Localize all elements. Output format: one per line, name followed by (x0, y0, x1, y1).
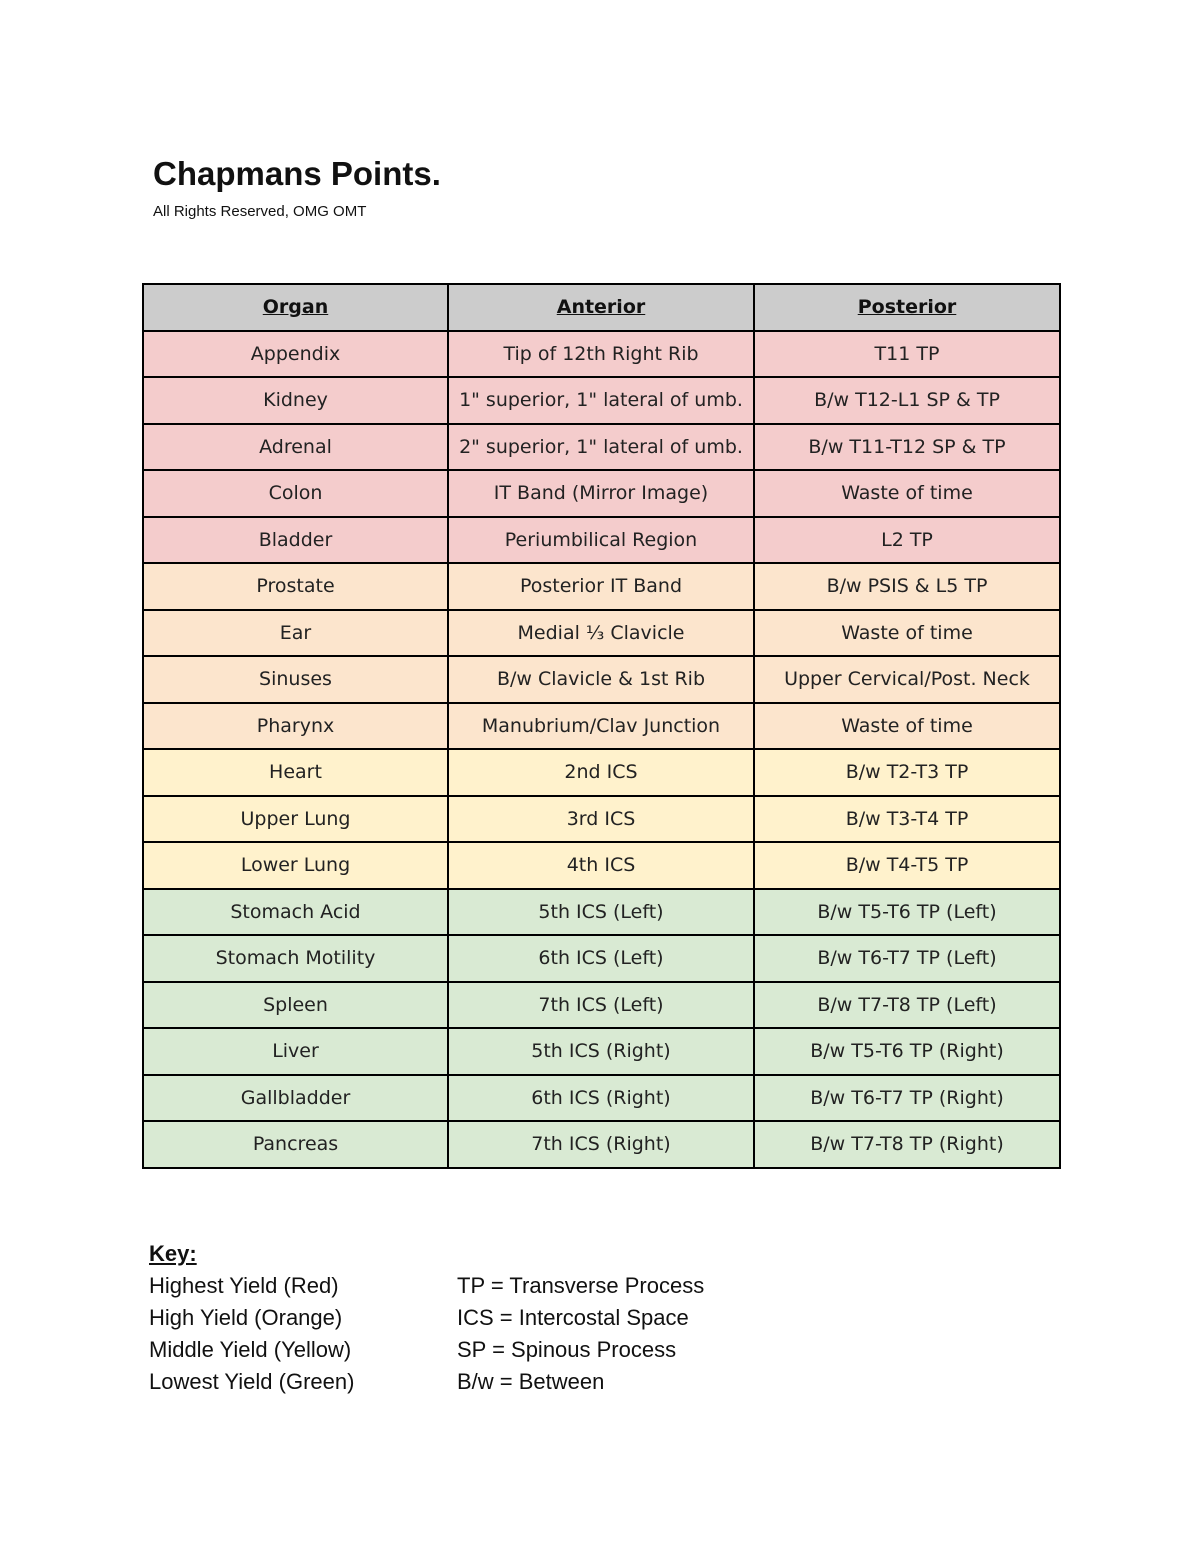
key-abbrev-sp: SP = Spinous Process (457, 1337, 677, 1362)
cell-posterior: B/w T11-T12 SP & TP (754, 424, 1060, 471)
table-row (143, 842, 1060, 889)
table-row (143, 610, 1060, 657)
cell-anterior: 4th ICS (448, 842, 754, 889)
cell-anterior: 5th ICS (Right) (448, 1028, 754, 1075)
cell-posterior: B/w T4-T5 TP (754, 842, 1060, 889)
cell-organ: Kidney (143, 377, 448, 424)
key-yield-orange: High Yield (Orange) (149, 1305, 343, 1330)
cell-anterior: 7th ICS (Right) (448, 1121, 754, 1168)
key-title: Key: (149, 1241, 197, 1266)
cell-posterior: L2 TP (754, 517, 1060, 564)
cell-organ: Gallbladder (143, 1075, 448, 1122)
cell-anterior: 6th ICS (Right) (448, 1075, 754, 1122)
cell-organ: Pancreas (143, 1121, 448, 1168)
cell-anterior: IT Band (Mirror Image) (448, 470, 754, 517)
table-row (143, 935, 1060, 982)
cell-posterior: B/w T6-T7 TP (Left) (754, 935, 1060, 982)
cell-organ: Heart (143, 749, 448, 796)
cell-posterior: B/w T3-T4 TP (754, 796, 1060, 843)
key-yield-red: Highest Yield (Red) (149, 1273, 339, 1298)
cell-organ: Prostate (143, 563, 448, 610)
cell-anterior: Posterior IT Band (448, 563, 754, 610)
cell-anterior: Periumbilical Region (448, 517, 754, 564)
table-row (143, 424, 1060, 471)
cell-posterior: B/w T12-L1 SP & TP (754, 377, 1060, 424)
table-row (143, 889, 1060, 936)
cell-organ: Appendix (143, 331, 448, 378)
key-abbreviation-list (457, 1270, 704, 1398)
table-row (143, 377, 1060, 424)
cell-organ: Ear (143, 610, 448, 657)
cell-anterior: Medial ⅓ Clavicle (448, 610, 754, 657)
cell-posterior: B/w T6-T7 TP (Right) (754, 1075, 1060, 1122)
table-header-row (143, 284, 1060, 331)
table-row (143, 1075, 1060, 1122)
table-row (143, 703, 1060, 750)
cell-anterior: Tip of 12th Right Rib (448, 331, 754, 378)
cell-posterior: B/w T2-T3 TP (754, 749, 1060, 796)
cell-organ: Lower Lung (143, 842, 448, 889)
document-title: Chapmans Points. (153, 155, 441, 192)
cell-anterior: 7th ICS (Left) (448, 982, 754, 1029)
cell-anterior: Manubrium/Clav Junction (448, 703, 754, 750)
key-yield-list (149, 1270, 354, 1398)
cell-posterior: B/w PSIS & L5 TP (754, 563, 1060, 610)
header-organ: Organ (143, 284, 448, 331)
header-anterior: Anterior (448, 284, 754, 331)
cell-posterior: Waste of time (754, 610, 1060, 657)
cell-anterior: 2nd ICS (448, 749, 754, 796)
cell-organ: Stomach Motility (143, 935, 448, 982)
table-row (143, 470, 1060, 517)
cell-anterior: 1" superior, 1" lateral of umb. (448, 377, 754, 424)
table-row (143, 982, 1060, 1029)
table-row (143, 796, 1060, 843)
cell-anterior: 5th ICS (Left) (448, 889, 754, 936)
cell-organ: Sinuses (143, 656, 448, 703)
cell-posterior: Waste of time (754, 703, 1060, 750)
table-row (143, 656, 1060, 703)
cell-posterior: Waste of time (754, 470, 1060, 517)
cell-posterior: B/w T7-T8 TP (Right) (754, 1121, 1060, 1168)
cell-posterior: B/w T5-T6 TP (Right) (754, 1028, 1060, 1075)
cell-anterior: B/w Clavicle & 1st Rib (448, 656, 754, 703)
cell-organ: Stomach Acid (143, 889, 448, 936)
table-body (143, 331, 1060, 1168)
key-yield-yellow: Middle Yield (Yellow) (149, 1337, 352, 1362)
key-yield-green: Lowest Yield (Green) (149, 1369, 355, 1394)
header-posterior: Posterior (754, 284, 1060, 331)
cell-posterior: T11 TP (754, 331, 1060, 378)
table-row (143, 331, 1060, 378)
cell-anterior: 2" superior, 1" lateral of umb. (448, 424, 754, 471)
key-abbrev-bw: B/w = Between (457, 1369, 605, 1394)
cell-posterior: B/w T5-T6 TP (Left) (754, 889, 1060, 936)
table-row (143, 1028, 1060, 1075)
cell-posterior: Upper Cervical/Post. Neck (754, 656, 1060, 703)
key-abbrev-ics: ICS = Intercostal Space (457, 1305, 689, 1330)
cell-anterior: 3rd ICS (448, 796, 754, 843)
cell-organ: Colon (143, 470, 448, 517)
cell-organ: Liver (143, 1028, 448, 1075)
cell-organ: Spleen (143, 982, 448, 1029)
cell-organ: Upper Lung (143, 796, 448, 843)
chapmans-points-table (142, 283, 1061, 1169)
table-row (143, 749, 1060, 796)
cell-anterior: 6th ICS (Left) (448, 935, 754, 982)
key-abbrev-tp: TP = Transverse Process (457, 1273, 705, 1298)
cell-organ: Pharynx (143, 703, 448, 750)
cell-organ: Adrenal (143, 424, 448, 471)
table-row (143, 1121, 1060, 1168)
document-subtitle: All Rights Reserved, OMG OMT (153, 203, 367, 220)
cell-posterior: B/w T7-T8 TP (Left) (754, 982, 1060, 1029)
table-row (143, 517, 1060, 564)
table-row (143, 563, 1060, 610)
cell-organ: Bladder (143, 517, 448, 564)
